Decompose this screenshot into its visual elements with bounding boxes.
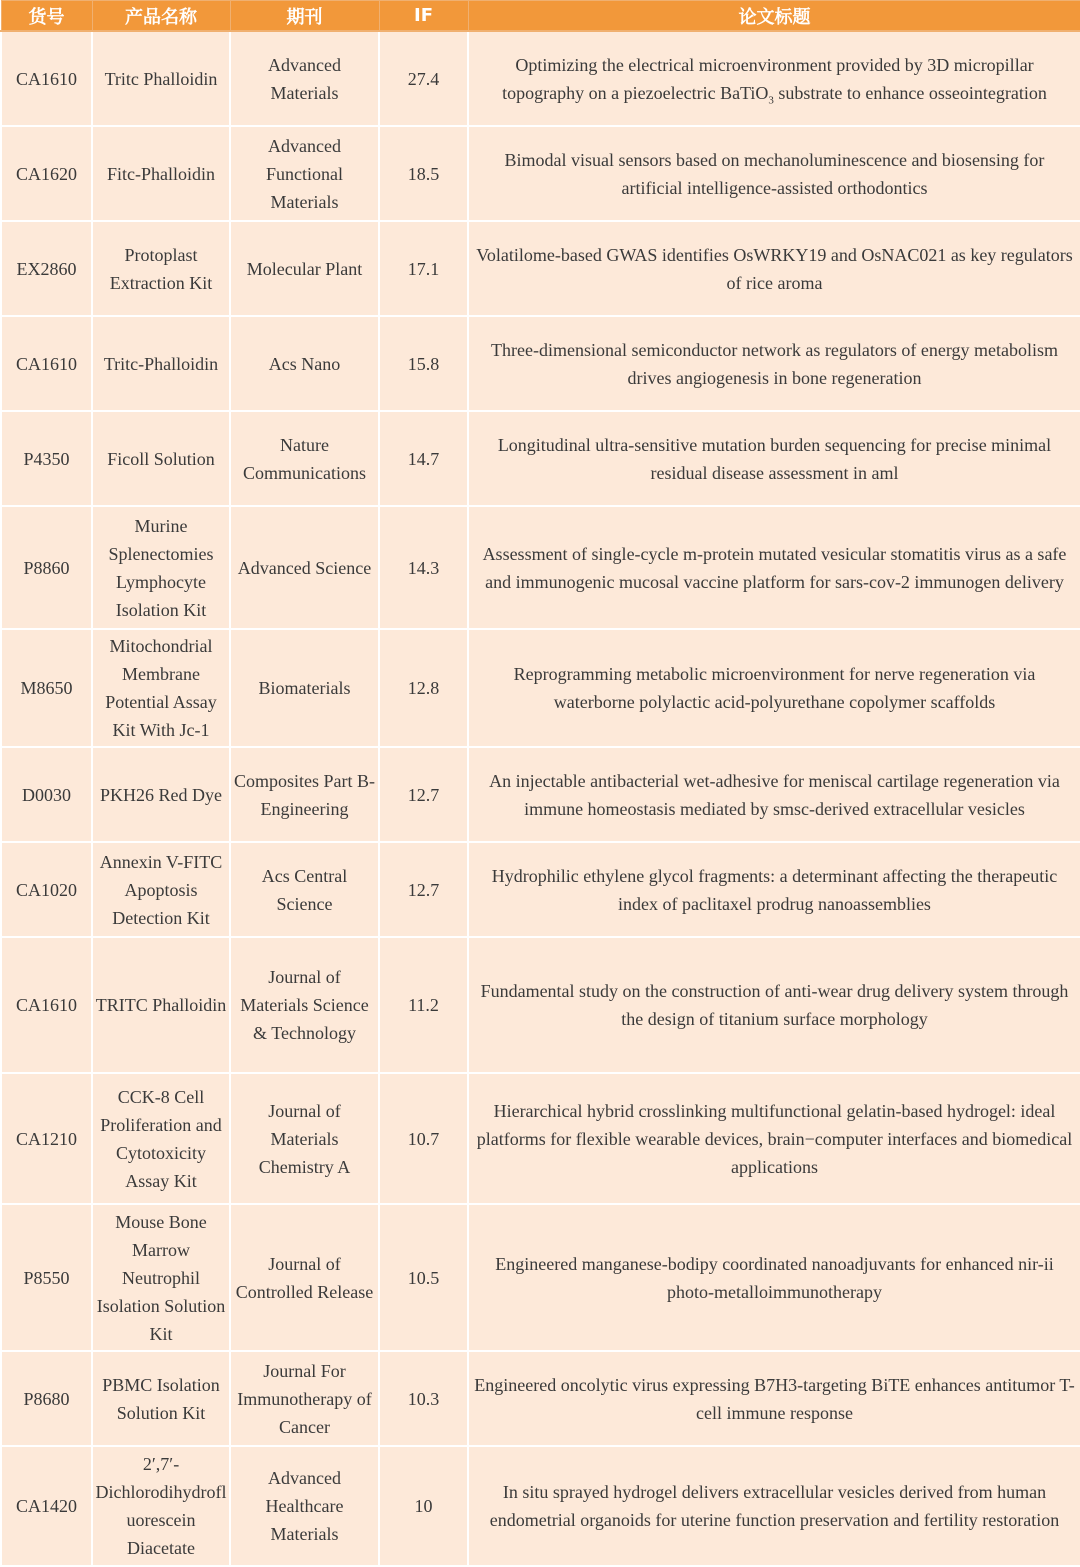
table-row <box>1 316 1080 411</box>
paper-title <box>468 31 1080 126</box>
catalog-number: CA1620 <box>1 126 92 221</box>
catalog-number: CA1610 <box>1 937 92 1073</box>
impact-factor: 12.7 <box>379 747 468 842</box>
paper-title-part: Optimizing the electrical microenvironment provided by 3D micropillar topography on a piezoelectric BaTiO <box>502 54 1034 103</box>
journal-name: Journal For Immunotherapy of Cancer <box>230 1351 379 1446</box>
paper-title: Assessment of single-cycle m-protein mutated vesicular stomatitis virus as a safe and immunogenic mucosal vaccine platform for sars-cov-2 immunogen delivery <box>468 506 1080 629</box>
impact-factor: 10.3 <box>379 1351 468 1446</box>
table-row <box>1 221 1080 316</box>
catalog-number: CA1610 <box>1 316 92 411</box>
impact-factor: 14.7 <box>379 411 468 506</box>
paper-title: Reprogramming metabolic microenvironment for nerve regeneration via waterborne polylactic acid-polyurethane copolymer scaffolds <box>468 629 1080 747</box>
impact-factor: 12.7 <box>379 842 468 937</box>
journal-name: Journal of Materials Science & Technology <box>230 937 379 1073</box>
product-name: Annexin V-FITC Apoptosis Detection Kit <box>92 842 230 937</box>
product-name: Ficoll Solution <box>92 411 230 506</box>
header-product: 产品名称 <box>92 1 230 32</box>
table-row <box>1 1073 1080 1204</box>
journal-name: Acs Nano <box>230 316 379 411</box>
header-row <box>1 1 1080 32</box>
impact-factor: 10 <box>379 1446 468 1566</box>
catalog-number: CA1420 <box>1 1446 92 1566</box>
product-name: Tritc-Phalloidin <box>92 316 230 411</box>
paper-title: Hydrophilic ethylene glycol fragments: a determinant affecting the therapeutic index of paclitaxel prodrug nanoassemblies <box>468 842 1080 937</box>
product-name: Murine Splenectomies Lymphocyte Isolation Kit <box>92 506 230 629</box>
impact-factor: 10.5 <box>379 1204 468 1351</box>
catalog-number: CA1020 <box>1 842 92 937</box>
journal-name: Advanced Functional Materials <box>230 126 379 221</box>
catalog-number: D0030 <box>1 747 92 842</box>
table-row <box>1 1446 1080 1566</box>
table-row <box>1 126 1080 221</box>
paper-title: In situ sprayed hydrogel delivers extracellular vesicles derived from human endometrial organoids for uterine function preservation and fertility restoration <box>468 1446 1080 1566</box>
product-name: Mouse Bone Marrow Neutrophil Isolation Solution Kit <box>92 1204 230 1351</box>
product-name: Protoplast Extraction Kit <box>92 221 230 316</box>
impact-factor: 17.1 <box>379 221 468 316</box>
table-row <box>1 1351 1080 1446</box>
table-row <box>1 411 1080 506</box>
product-name: TRITC Phalloidin <box>92 937 230 1073</box>
catalog-number: M8650 <box>1 629 92 747</box>
table-row <box>1 506 1080 629</box>
catalog-number: CA1210 <box>1 1073 92 1204</box>
impact-factor: 11.2 <box>379 937 468 1073</box>
product-name: CCK-8 Cell Proliferation and Cytotoxicity Assay Kit <box>92 1073 230 1204</box>
product-name: PKH26 Red Dye <box>92 747 230 842</box>
impact-factor: 12.8 <box>379 629 468 747</box>
journal-name: Acs Central Science <box>230 842 379 937</box>
paper-title: Volatilome-based GWAS identifies OsWRKY19 and OsNAC021 as key regulators of rice aroma <box>468 221 1080 316</box>
catalog-number: P4350 <box>1 411 92 506</box>
product-name: Mitochondrial Membrane Potential Assay Kit With Jc-1 <box>92 629 230 747</box>
product-name: 2′,7′-Dichlorodihydrofluorescein Diacetate <box>92 1446 230 1566</box>
product-name: Fitc-Phalloidin <box>92 126 230 221</box>
table-row <box>1 842 1080 937</box>
paper-title: An injectable antibacterial wet-adhesive for meniscal cartilage regeneration via immune homeostasis mediated by smsc-derived extracellular vesicles <box>468 747 1080 842</box>
header-if: IF <box>379 1 468 32</box>
paper-title-subscript: 3 <box>768 94 774 107</box>
table-row <box>1 937 1080 1073</box>
journal-name: Advanced Healthcare Materials <box>230 1446 379 1566</box>
journal-name: Nature Communications <box>230 411 379 506</box>
catalog-number: P8550 <box>1 1204 92 1351</box>
impact-factor: 15.8 <box>379 316 468 411</box>
journal-name: Journal of Materials Chemistry A <box>230 1073 379 1204</box>
table-row <box>1 629 1080 747</box>
journal-name: Advanced Science <box>230 506 379 629</box>
paper-title: Fundamental study on the construction of anti-wear drug delivery system through the design of titanium surface morphology <box>468 937 1080 1073</box>
paper-title: Three-dimensional semiconductor network as regulators of energy metabolism drives angiogenesis in bone regeneration <box>468 316 1080 411</box>
table-row <box>1 31 1080 126</box>
journal-name: Molecular Plant <box>230 221 379 316</box>
impact-factor: 27.4 <box>379 31 468 126</box>
paper-title: Bimodal visual sensors based on mechanoluminescence and biosensing for artificial intelligence-assisted orthodontics <box>468 126 1080 221</box>
journal-name: Biomaterials <box>230 629 379 747</box>
header-id: 货号 <box>1 1 92 32</box>
paper-title-part: substrate to enhance osseointegration <box>773 82 1047 103</box>
paper-title: Engineered manganese-bodipy coordinated nanoadjuvants for enhanced nir-ii photo-metalloimmunotherapy <box>468 1204 1080 1351</box>
paper-title: Longitudinal ultra-sensitive mutation burden sequencing for precise minimal residual disease assessment in aml <box>468 411 1080 506</box>
catalog-number: CA1610 <box>1 31 92 126</box>
catalog-number: P8680 <box>1 1351 92 1446</box>
impact-factor: 18.5 <box>379 126 468 221</box>
product-name: PBMC Isolation Solution Kit <box>92 1351 230 1446</box>
impact-factor: 10.7 <box>379 1073 468 1204</box>
impact-factor: 14.3 <box>379 506 468 629</box>
catalog-number: P8860 <box>1 506 92 629</box>
journal-name: Advanced Materials <box>230 31 379 126</box>
product-name: Tritc Phalloidin <box>92 31 230 126</box>
paper-title: Engineered oncolytic virus expressing B7H3-targeting BiTE enhances antitumor T-cell immune response <box>468 1351 1080 1446</box>
catalog-number: EX2860 <box>1 221 92 316</box>
header-title: 论文标题 <box>468 1 1080 32</box>
table-row <box>1 747 1080 842</box>
paper-title: Hierarchical hybrid crosslinking multifunctional gelatin-based hydrogel: ideal platforms for flexible wearable devices, brain−computer interfaces and biomedical applications <box>468 1073 1080 1204</box>
table-row <box>1 1204 1080 1351</box>
journal-name: Journal of Controlled Release <box>230 1204 379 1351</box>
journal-name: Composites Part B-Engineering <box>230 747 379 842</box>
header-journal: 期刊 <box>230 1 379 32</box>
